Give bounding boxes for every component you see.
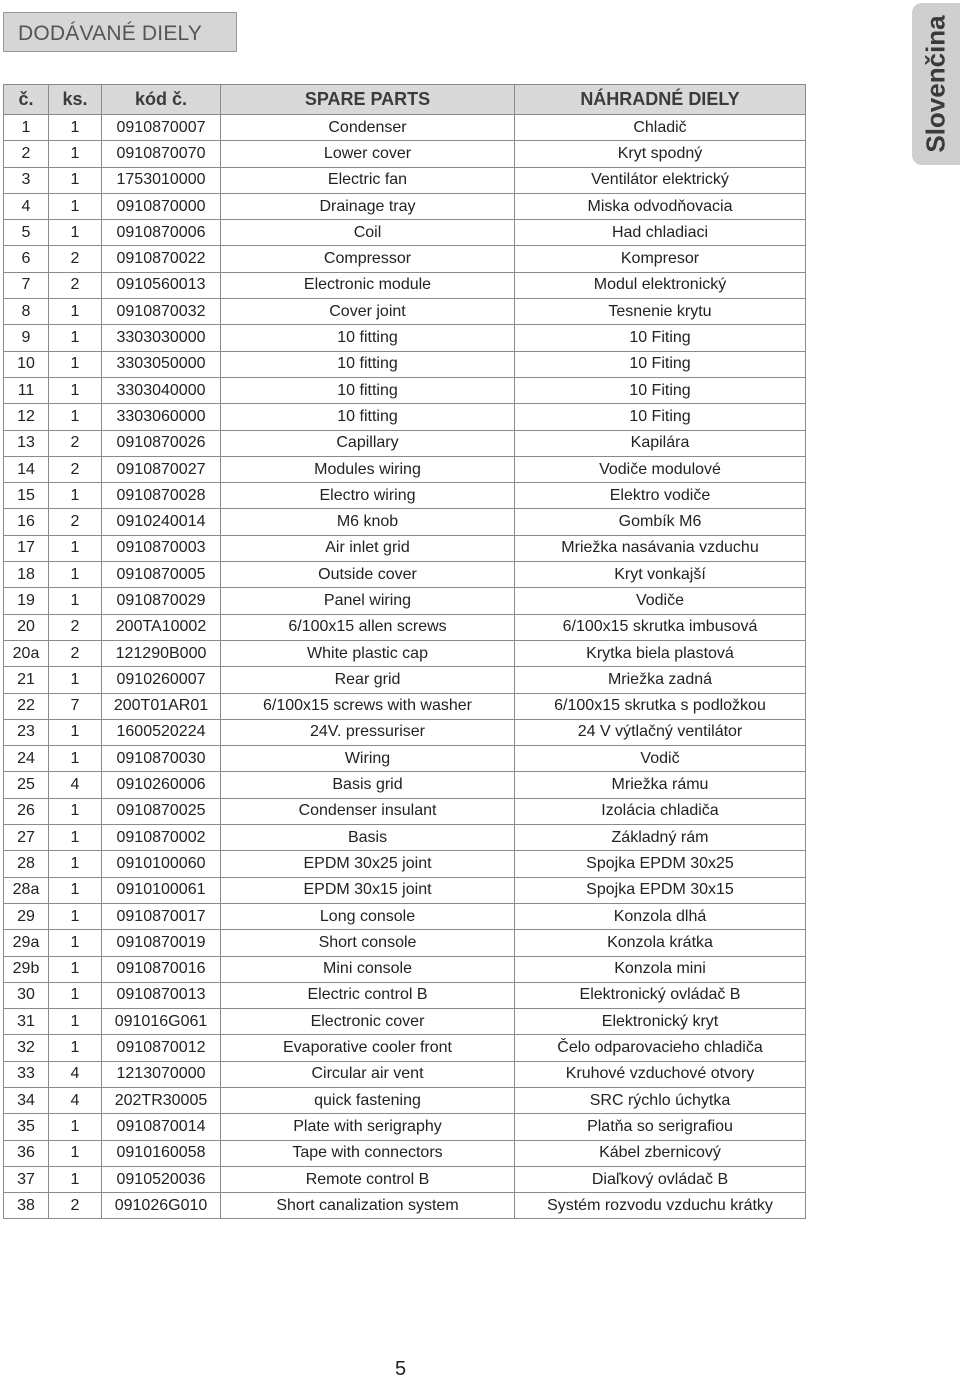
- cell-code: 3303050000: [102, 351, 221, 377]
- cell-number: 19: [4, 588, 49, 614]
- cell-part-sk: 10 Fiting: [515, 351, 806, 377]
- table-row: [4, 1114, 806, 1140]
- cell-number: 33: [4, 1061, 49, 1087]
- cell-part-en: Capillary: [221, 430, 515, 456]
- cell-code: 1213070000: [102, 1061, 221, 1087]
- table-row: [4, 377, 806, 403]
- cell-part-sk: 10 Fiting: [515, 377, 806, 403]
- cell-quantity: 1: [49, 851, 102, 877]
- table-row: [4, 851, 806, 877]
- cell-code: 0910870025: [102, 798, 221, 824]
- cell-code: 0910870005: [102, 562, 221, 588]
- cell-part-sk: Mriežka nasávania vzduchu: [515, 535, 806, 561]
- cell-quantity: 1: [49, 220, 102, 246]
- cell-part-en: Remote control B: [221, 1166, 515, 1192]
- col-header-quantity: ks.: [49, 85, 102, 115]
- cell-part-en: Air inlet grid: [221, 535, 515, 561]
- cell-part-sk: Kompresor: [515, 246, 806, 272]
- cell-part-sk: Čelo odparovacieho chladiča: [515, 1035, 806, 1061]
- table-row: [4, 325, 806, 351]
- cell-code: 0910870012: [102, 1035, 221, 1061]
- cell-number: 28a: [4, 877, 49, 903]
- cell-code: 0910100061: [102, 877, 221, 903]
- table-row: [4, 299, 806, 325]
- cell-quantity: 1: [49, 825, 102, 851]
- cell-part-sk: 10 Fiting: [515, 404, 806, 430]
- cell-part-en: Electronic cover: [221, 1009, 515, 1035]
- cell-part-sk: Kryt spodný: [515, 141, 806, 167]
- cell-part-sk: Izolácia chladiča: [515, 798, 806, 824]
- cell-code: 200T01AR01: [102, 693, 221, 719]
- table-row: [4, 956, 806, 982]
- cell-part-en: Wiring: [221, 746, 515, 772]
- cell-quantity: 1: [49, 115, 102, 141]
- cell-part-en: Short canalization system: [221, 1193, 515, 1219]
- cell-part-sk: Elektro vodiče: [515, 483, 806, 509]
- cell-quantity: 2: [49, 640, 102, 666]
- table-row: [4, 693, 806, 719]
- cell-part-sk: Vodiče: [515, 588, 806, 614]
- cell-code: 0910160058: [102, 1140, 221, 1166]
- cell-quantity: 4: [49, 772, 102, 798]
- cell-number: 22: [4, 693, 49, 719]
- cell-part-en: quick fastening: [221, 1087, 515, 1113]
- cell-part-en: Tape with connectors: [221, 1140, 515, 1166]
- cell-part-sk: Konzola krátka: [515, 930, 806, 956]
- cell-number: 24: [4, 746, 49, 772]
- cell-part-sk: Krytka biela plastová: [515, 640, 806, 666]
- cell-part-sk: Mriežka zadná: [515, 667, 806, 693]
- cell-quantity: 1: [49, 1009, 102, 1035]
- cell-quantity: 2: [49, 456, 102, 482]
- table-row: [4, 246, 806, 272]
- cell-part-en: Modules wiring: [221, 456, 515, 482]
- table-row: [4, 588, 806, 614]
- cell-quantity: 1: [49, 719, 102, 745]
- cell-number: 29b: [4, 956, 49, 982]
- cell-code: 0910870016: [102, 956, 221, 982]
- cell-quantity: 2: [49, 614, 102, 640]
- cell-part-en: Long console: [221, 903, 515, 929]
- table-row: [4, 115, 806, 141]
- cell-part-sk: 24 V výtlačný ventilátor: [515, 719, 806, 745]
- table-row: [4, 483, 806, 509]
- cell-number: 28: [4, 851, 49, 877]
- cell-part-sk: Chladič: [515, 115, 806, 141]
- cell-code: 0910870014: [102, 1114, 221, 1140]
- cell-part-sk: Konzola mini: [515, 956, 806, 982]
- table-row: [4, 1193, 806, 1219]
- cell-code: 0910870030: [102, 746, 221, 772]
- cell-code: 0910870032: [102, 299, 221, 325]
- cell-quantity: 4: [49, 1061, 102, 1087]
- cell-part-en: Basis: [221, 825, 515, 851]
- cell-part-sk: 6/100x15 skrutka s podložkou: [515, 693, 806, 719]
- cell-part-en: 10 fitting: [221, 325, 515, 351]
- table-row: [4, 430, 806, 456]
- col-header-code: kód č.: [102, 85, 221, 115]
- cell-number: 1: [4, 115, 49, 141]
- cell-number: 29a: [4, 930, 49, 956]
- table-row: [4, 719, 806, 745]
- table-row: [4, 456, 806, 482]
- cell-part-en: White plastic cap: [221, 640, 515, 666]
- cell-part-en: Circular air vent: [221, 1061, 515, 1087]
- cell-code: 0910870022: [102, 246, 221, 272]
- cell-part-en: Lower cover: [221, 141, 515, 167]
- cell-code: 0910870029: [102, 588, 221, 614]
- table-row: [4, 877, 806, 903]
- cell-number: 31: [4, 1009, 49, 1035]
- cell-part-sk: Mriežka rámu: [515, 772, 806, 798]
- table-row: [4, 351, 806, 377]
- cell-code: 0910560013: [102, 272, 221, 298]
- cell-quantity: 1: [49, 982, 102, 1008]
- cell-number: 6: [4, 246, 49, 272]
- cell-part-sk: Kapilára: [515, 430, 806, 456]
- cell-code: 091026G010: [102, 1193, 221, 1219]
- cell-part-en: Drainage tray: [221, 193, 515, 219]
- cell-quantity: 4: [49, 1087, 102, 1113]
- cell-quantity: 1: [49, 1140, 102, 1166]
- cell-code: 0910870017: [102, 903, 221, 929]
- cell-code: 202TR30005: [102, 1087, 221, 1113]
- cell-number: 35: [4, 1114, 49, 1140]
- cell-code: 3303040000: [102, 377, 221, 403]
- table-row: [4, 746, 806, 772]
- col-header-spare-parts: SPARE PARTS: [221, 85, 515, 115]
- cell-number: 32: [4, 1035, 49, 1061]
- page-number: 5: [395, 1358, 407, 1380]
- cell-part-en: Condenser insulant: [221, 798, 515, 824]
- cell-part-en: Electronic module: [221, 272, 515, 298]
- cell-part-en: Rear grid: [221, 667, 515, 693]
- table-row: [4, 772, 806, 798]
- cell-number: 16: [4, 509, 49, 535]
- table-row: [4, 798, 806, 824]
- cell-part-sk: Gombík M6: [515, 509, 806, 535]
- cell-part-en: Outside cover: [221, 562, 515, 588]
- cell-number: 13: [4, 430, 49, 456]
- cell-number: 27: [4, 825, 49, 851]
- cell-part-sk: Elektronický ovládač B: [515, 982, 806, 1008]
- cell-number: 38: [4, 1193, 49, 1219]
- cell-code: 0910520036: [102, 1166, 221, 1192]
- cell-part-sk: Platňa so serigrafiou: [515, 1114, 806, 1140]
- cell-number: 36: [4, 1140, 49, 1166]
- cell-part-sk: Modul elektronický: [515, 272, 806, 298]
- cell-part-sk: Vodiče modulové: [515, 456, 806, 482]
- cell-part-en: Electro wiring: [221, 483, 515, 509]
- cell-part-en: Panel wiring: [221, 588, 515, 614]
- cell-part-en: Mini console: [221, 956, 515, 982]
- section-title: DODÁVANÉ DIELY: [18, 22, 203, 45]
- cell-part-sk: Vodič: [515, 746, 806, 772]
- cell-quantity: 1: [49, 877, 102, 903]
- cell-number: 25: [4, 772, 49, 798]
- cell-part-sk: Tesnenie krytu: [515, 299, 806, 325]
- cell-number: 5: [4, 220, 49, 246]
- cell-number: 21: [4, 667, 49, 693]
- cell-code: 091016G061: [102, 1009, 221, 1035]
- cell-code: 0910870000: [102, 193, 221, 219]
- table-row: [4, 1061, 806, 1087]
- cell-number: 9: [4, 325, 49, 351]
- cell-quantity: 1: [49, 798, 102, 824]
- table-row: [4, 982, 806, 1008]
- cell-number: 18: [4, 562, 49, 588]
- cell-number: 34: [4, 1087, 49, 1113]
- cell-quantity: 1: [49, 377, 102, 403]
- cell-number: 14: [4, 456, 49, 482]
- cell-code: 0910870003: [102, 535, 221, 561]
- cell-quantity: 1: [49, 193, 102, 219]
- cell-quantity: 2: [49, 1193, 102, 1219]
- table-row: [4, 562, 806, 588]
- table-row: [4, 167, 806, 193]
- cell-part-en: 6/100x15 allen screws: [221, 614, 515, 640]
- cell-part-sk: Systém rozvodu vzduchu krátky: [515, 1193, 806, 1219]
- cell-part-en: Condenser: [221, 115, 515, 141]
- cell-code: 0910870002: [102, 825, 221, 851]
- cell-code: 3303060000: [102, 404, 221, 430]
- cell-part-sk: Miska odvodňovacia: [515, 193, 806, 219]
- col-header-number: č.: [4, 85, 49, 115]
- cell-code: 0910870006: [102, 220, 221, 246]
- cell-code: 0910870007: [102, 115, 221, 141]
- cell-part-en: Plate with serigraphy: [221, 1114, 515, 1140]
- cell-code: 0910870026: [102, 430, 221, 456]
- table-row: [4, 640, 806, 666]
- cell-code: 0910870027: [102, 456, 221, 482]
- cell-code: 0910870013: [102, 982, 221, 1008]
- cell-part-sk: SRC rýchlo úchytka: [515, 1087, 806, 1113]
- cell-number: 10: [4, 351, 49, 377]
- cell-quantity: 1: [49, 404, 102, 430]
- cell-number: 30: [4, 982, 49, 1008]
- cell-part-en: EPDM 30x15 joint: [221, 877, 515, 903]
- table-row: [4, 1009, 806, 1035]
- cell-part-en: 10 fitting: [221, 404, 515, 430]
- cell-part-sk: 6/100x15 skrutka imbusová: [515, 614, 806, 640]
- cell-part-sk: Had chladiaci: [515, 220, 806, 246]
- language-tab: [912, 3, 960, 165]
- cell-quantity: 1: [49, 325, 102, 351]
- cell-code: 0910260007: [102, 667, 221, 693]
- cell-number: 37: [4, 1166, 49, 1192]
- table-row: [4, 509, 806, 535]
- cell-part-sk: Elektronický kryt: [515, 1009, 806, 1035]
- cell-part-sk: Ventilátor elektrický: [515, 167, 806, 193]
- cell-part-sk: Kruhové vzduchové otvory: [515, 1061, 806, 1087]
- cell-code: 200TA10002: [102, 614, 221, 640]
- cell-part-en: Cover joint: [221, 299, 515, 325]
- cell-quantity: 2: [49, 509, 102, 535]
- cell-code: 121290B000: [102, 640, 221, 666]
- cell-quantity: 1: [49, 956, 102, 982]
- spare-parts-table: [3, 84, 806, 1219]
- cell-quantity: 1: [49, 351, 102, 377]
- table-row: [4, 404, 806, 430]
- cell-part-sk: Spojka EPDM 30x15: [515, 877, 806, 903]
- cell-number: 12: [4, 404, 49, 430]
- cell-quantity: 1: [49, 483, 102, 509]
- cell-part-en: 6/100x15 screws with washer: [221, 693, 515, 719]
- table-row: [4, 1035, 806, 1061]
- cell-quantity: 7: [49, 693, 102, 719]
- cell-part-en: Electric fan: [221, 167, 515, 193]
- section-title-box: [3, 12, 237, 52]
- cell-quantity: 1: [49, 299, 102, 325]
- cell-quantity: 2: [49, 272, 102, 298]
- table-row: [4, 1087, 806, 1113]
- cell-number: 17: [4, 535, 49, 561]
- cell-quantity: 2: [49, 246, 102, 272]
- cell-part-sk: Kábel zbernicový: [515, 1140, 806, 1166]
- cell-quantity: 1: [49, 903, 102, 929]
- cell-number: 29: [4, 903, 49, 929]
- cell-code: 0910100060: [102, 851, 221, 877]
- cell-code: 1600520224: [102, 719, 221, 745]
- cell-part-sk: Diaľkový ovládač B: [515, 1166, 806, 1192]
- cell-part-en: EPDM 30x25 joint: [221, 851, 515, 877]
- cell-quantity: 1: [49, 1035, 102, 1061]
- cell-part-en: Short console: [221, 930, 515, 956]
- cell-code: 0910260006: [102, 772, 221, 798]
- cell-number: 2: [4, 141, 49, 167]
- cell-part-en: Coil: [221, 220, 515, 246]
- cell-quantity: 1: [49, 562, 102, 588]
- cell-part-en: Compressor: [221, 246, 515, 272]
- cell-code: 1753010000: [102, 167, 221, 193]
- table-row: [4, 667, 806, 693]
- cell-code: 0910240014: [102, 509, 221, 535]
- cell-number: 7: [4, 272, 49, 298]
- table-row: [4, 535, 806, 561]
- table-row: [4, 220, 806, 246]
- cell-number: 20a: [4, 640, 49, 666]
- table-row: [4, 930, 806, 956]
- cell-code: 3303030000: [102, 325, 221, 351]
- cell-code: 0910870028: [102, 483, 221, 509]
- cell-quantity: 1: [49, 667, 102, 693]
- cell-quantity: 1: [49, 746, 102, 772]
- cell-part-sk: Základný rám: [515, 825, 806, 851]
- cell-part-en: Basis grid: [221, 772, 515, 798]
- table-row: [4, 614, 806, 640]
- language-tab-label: Slovenčina: [920, 15, 951, 153]
- table-row: [4, 272, 806, 298]
- cell-code: 0910870070: [102, 141, 221, 167]
- table-row: [4, 141, 806, 167]
- table-row: [4, 193, 806, 219]
- cell-part-en: 10 fitting: [221, 377, 515, 403]
- table-header-row: [4, 85, 806, 115]
- cell-quantity: 1: [49, 930, 102, 956]
- cell-part-sk: Spojka EPDM 30x25: [515, 851, 806, 877]
- cell-quantity: 1: [49, 141, 102, 167]
- cell-number: 4: [4, 193, 49, 219]
- cell-number: 26: [4, 798, 49, 824]
- cell-part-en: Evaporative cooler front: [221, 1035, 515, 1061]
- cell-code: 0910870019: [102, 930, 221, 956]
- table-row: [4, 1166, 806, 1192]
- cell-number: 8: [4, 299, 49, 325]
- cell-quantity: 1: [49, 588, 102, 614]
- cell-quantity: 1: [49, 535, 102, 561]
- cell-number: 20: [4, 614, 49, 640]
- table-row: [4, 1140, 806, 1166]
- cell-part-en: 10 fitting: [221, 351, 515, 377]
- cell-part-sk: Kryt vonkajší: [515, 562, 806, 588]
- cell-part-sk: 10 Fiting: [515, 325, 806, 351]
- cell-number: 11: [4, 377, 49, 403]
- cell-part-en: Electric control B: [221, 982, 515, 1008]
- cell-number: 15: [4, 483, 49, 509]
- cell-number: 23: [4, 719, 49, 745]
- cell-quantity: 2: [49, 430, 102, 456]
- cell-quantity: 1: [49, 1166, 102, 1192]
- cell-part-sk: Konzola dlhá: [515, 903, 806, 929]
- table-row: [4, 825, 806, 851]
- col-header-nahradne-diely: NÁHRADNÉ DIELY: [515, 85, 806, 115]
- cell-number: 3: [4, 167, 49, 193]
- cell-quantity: 1: [49, 167, 102, 193]
- cell-part-en: M6 knob: [221, 509, 515, 535]
- table-row: [4, 903, 806, 929]
- cell-quantity: 1: [49, 1114, 102, 1140]
- cell-part-en: 24V. pressuriser: [221, 719, 515, 745]
